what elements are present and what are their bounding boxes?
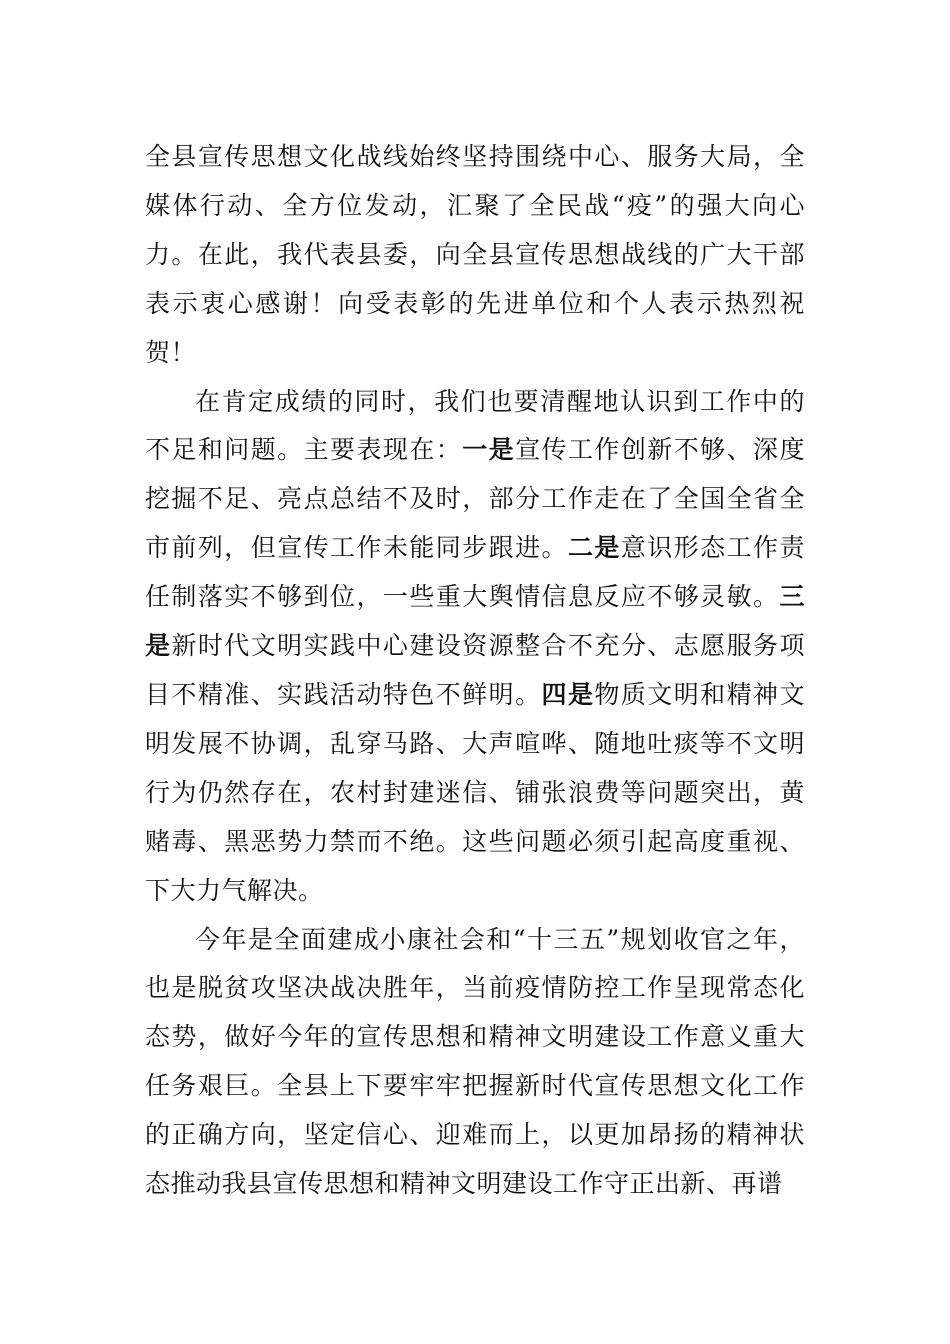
paragraph-text: 全县宣传思想文化战线始终坚持围绕中心、服务大局，全媒体行动、全方位发动，汇聚了全民战“疫”的强大向心力。在此，我代表县委，向全县宣传思想战线的广大干部表示衷心感谢！向受表彰的先进单位和个人表示热烈祝贺！	[145, 142, 805, 367]
emphasis-label: 二是	[567, 533, 621, 563]
paragraph-text: 宣传工作创新不够、深度挖掘不足、亮点总结不及时，部分工作走在了全国全省全市前列，但宣传工作未能同步跟进。	[145, 435, 805, 563]
paragraph	[145, 378, 805, 916]
paragraph-text: 今年是全面建成小康社会和“十三五”规划收官之年，也是脱贫攻坚决战决胜年，当前疫情防控工作呈现常态化态势，做好今年的宣传思想和精神文明建设工作意义重大任务艰巨。全县上下要牢牢把握新时代宣传思想文化工作的正确方向，坚定信心、迎难而上，以更加昂扬的精神状态推动我县宣传思想和精神文明建设工作守正出新、再谱	[145, 924, 805, 1199]
paragraph-text: 新时代文明实践中心建设资源整合不充分、志愿服务项目不精准、实践活动特色不鲜明。	[145, 631, 805, 709]
body-text	[145, 133, 805, 1209]
emphasis-label: 一是	[462, 435, 516, 465]
paragraph-text: 意识形态工作责任制落实不够到位，一些重大舆情信息反应不够灵敏。	[145, 533, 805, 612]
emphasis-label: 三是	[145, 582, 805, 661]
paragraph	[145, 133, 805, 378]
emphasis-label: 四是	[541, 679, 595, 709]
paragraph-text: 在肯定成绩的同时，我们也要清醒地认识到工作中的不足和问题。主要表现在：	[145, 386, 805, 465]
paragraph-text: 物质文明和精神文明发展不协调，乱穿马路、大声喧哗、随地吐痰等不文明行为仍然存在，农村封建迷信、铺张浪费等问题突出，黄赌毒、黑恶势力禁而不绝。这些问题必须引起高度重视、下大力气解决。	[145, 679, 805, 905]
paragraph	[145, 916, 805, 1209]
